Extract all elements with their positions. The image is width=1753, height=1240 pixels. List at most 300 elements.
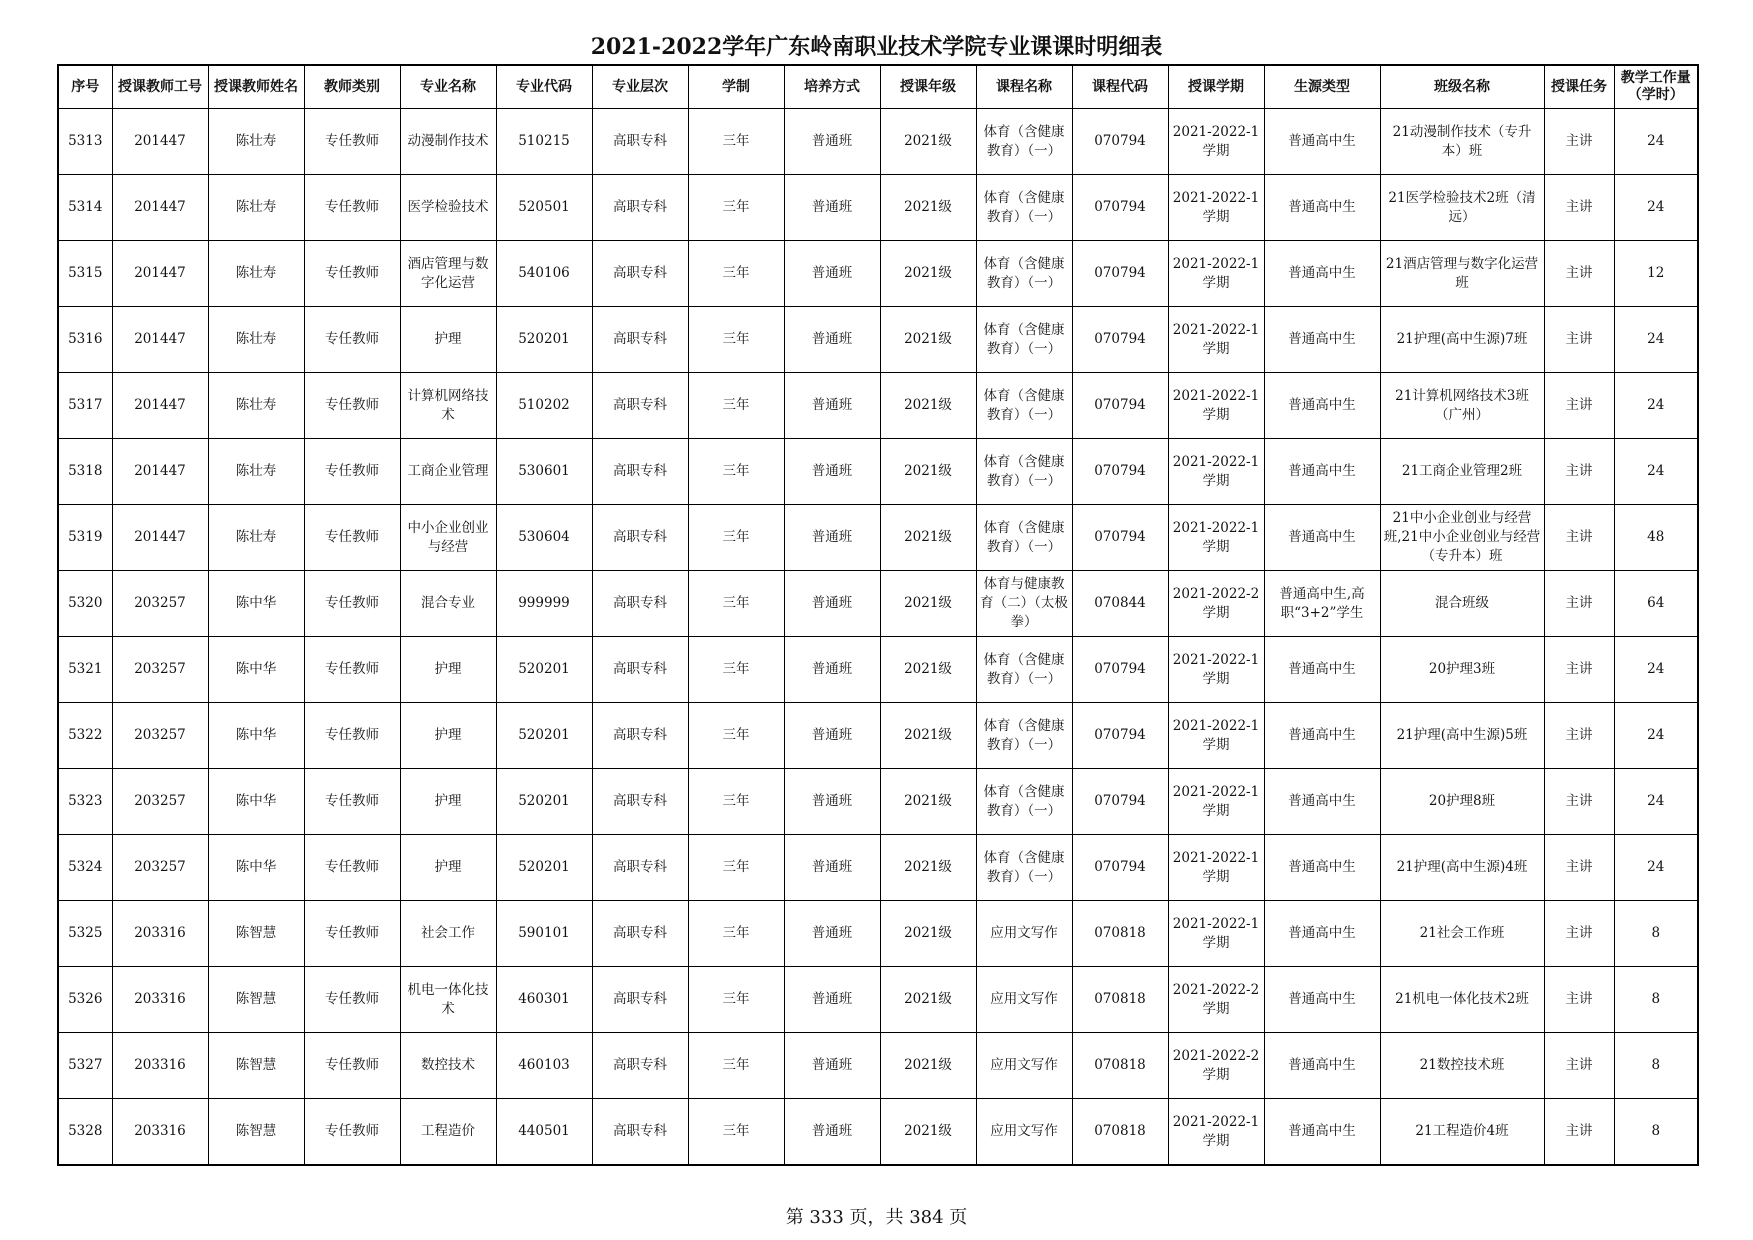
table-row [58, 769, 1698, 835]
table-cell: 主讲 [1544, 571, 1614, 637]
table-row [58, 703, 1698, 769]
table-cell: 8 [1614, 1033, 1698, 1099]
table-cell: 主讲 [1544, 241, 1614, 307]
table-cell: 陈壮寿 [208, 175, 304, 241]
table-body [58, 109, 1698, 1166]
table-cell: 2021-2022-2学期 [1168, 967, 1264, 1033]
table-cell: 2021级 [880, 1033, 976, 1099]
table-cell: 体育（含健康教育）（一） [976, 769, 1072, 835]
table-cell: 21护理(高中生源)4班 [1380, 835, 1544, 901]
table-cell: 体育（含健康教育）（一） [976, 175, 1072, 241]
table-cell: 普通高中生 [1264, 637, 1380, 703]
table-cell: 2021-2022-1学期 [1168, 769, 1264, 835]
table-cell: 普通班 [784, 571, 880, 637]
column-header: 授课学期 [1168, 65, 1264, 109]
table-cell: 三年 [688, 901, 784, 967]
table-cell: 24 [1614, 109, 1698, 175]
table-cell: 5325 [58, 901, 112, 967]
table-cell: 高职专科 [592, 439, 688, 505]
table-row [58, 307, 1698, 373]
table-cell: 201447 [112, 439, 208, 505]
table-cell: 专任教师 [304, 439, 400, 505]
table-cell: 21中小企业创业与经营班,21中小企业创业与经营（专升本）班 [1380, 505, 1544, 571]
table-cell: 高职专科 [592, 835, 688, 901]
table-cell: 070818 [1072, 967, 1168, 1033]
table-cell: 2021-2022-1学期 [1168, 241, 1264, 307]
table-cell: 专任教师 [304, 307, 400, 373]
table-cell: 应用文写作 [976, 901, 1072, 967]
table-row [58, 175, 1698, 241]
table-cell: 陈壮寿 [208, 373, 304, 439]
table-cell: 高职专科 [592, 637, 688, 703]
table-cell: 专任教师 [304, 1099, 400, 1166]
table-row [58, 571, 1698, 637]
table-cell: 21酒店管理与数字化运营班 [1380, 241, 1544, 307]
table-cell: 070794 [1072, 241, 1168, 307]
table-cell: 工商企业管理 [400, 439, 496, 505]
table-cell: 陈中华 [208, 571, 304, 637]
table-row [58, 439, 1698, 505]
table-cell: 2021-2022-1学期 [1168, 175, 1264, 241]
table-cell: 主讲 [1544, 769, 1614, 835]
table-cell: 混合班级 [1380, 571, 1544, 637]
table-cell: 普通班 [784, 901, 880, 967]
table-cell: 体育（含健康教育）（一） [976, 373, 1072, 439]
table-cell: 普通高中生 [1264, 1099, 1380, 1166]
table-row [58, 1099, 1698, 1166]
column-header: 教师类别 [304, 65, 400, 109]
table-cell: 普通班 [784, 373, 880, 439]
table-row [58, 835, 1698, 901]
table-cell: 高职专科 [592, 1033, 688, 1099]
table-row [58, 1033, 1698, 1099]
table-cell: 2021级 [880, 967, 976, 1033]
table-cell: 体育（含健康教育）（一） [976, 637, 1072, 703]
table-cell: 普通高中生 [1264, 439, 1380, 505]
table-cell: 普通班 [784, 1033, 880, 1099]
table-row [58, 901, 1698, 967]
table-cell: 5327 [58, 1033, 112, 1099]
table-cell: 数控技术 [400, 1033, 496, 1099]
table-cell: 主讲 [1544, 373, 1614, 439]
table-cell: 主讲 [1544, 967, 1614, 1033]
table-cell: 2021级 [880, 307, 976, 373]
table-cell: 三年 [688, 769, 784, 835]
table-cell: 普通高中生 [1264, 901, 1380, 967]
table-cell: 2021级 [880, 1099, 976, 1166]
table-cell: 2021级 [880, 373, 976, 439]
table-cell: 5321 [58, 637, 112, 703]
table-cell: 070818 [1072, 1033, 1168, 1099]
table-cell: 应用文写作 [976, 1033, 1072, 1099]
table-cell: 主讲 [1544, 1099, 1614, 1166]
table-cell: 三年 [688, 241, 784, 307]
column-header: 专业名称 [400, 65, 496, 109]
table-cell: 专任教师 [304, 373, 400, 439]
table-cell: 中小企业创业与经营 [400, 505, 496, 571]
table-cell: 2021级 [880, 901, 976, 967]
table-cell: 专任教师 [304, 241, 400, 307]
table-cell: 三年 [688, 175, 784, 241]
table-cell: 体育（含健康教育）（一） [976, 703, 1072, 769]
table-row [58, 373, 1698, 439]
table-cell: 5326 [58, 967, 112, 1033]
table-cell: 专任教师 [304, 835, 400, 901]
table-cell: 陈中华 [208, 835, 304, 901]
table-row [58, 637, 1698, 703]
table-cell: 2021级 [880, 703, 976, 769]
table-cell: 070794 [1072, 109, 1168, 175]
table-cell: 999999 [496, 571, 592, 637]
table-cell: 070794 [1072, 175, 1168, 241]
table-cell: 2021-2022-1学期 [1168, 703, 1264, 769]
column-header: 课程名称 [976, 65, 1072, 109]
table-cell: 体育（含健康教育）（一） [976, 109, 1072, 175]
table-cell: 203316 [112, 1033, 208, 1099]
table-cell: 应用文写作 [976, 1099, 1072, 1166]
table-cell: 5314 [58, 175, 112, 241]
table-cell: 主讲 [1544, 703, 1614, 769]
table-cell: 520201 [496, 769, 592, 835]
table-cell: 三年 [688, 967, 784, 1033]
table-cell: 5316 [58, 307, 112, 373]
table-cell: 体育（含健康教育）（一） [976, 835, 1072, 901]
table-cell: 混合专业 [400, 571, 496, 637]
table-cell: 20护理3班 [1380, 637, 1544, 703]
table-cell: 2021级 [880, 769, 976, 835]
table-cell: 2021-2022-1学期 [1168, 373, 1264, 439]
table-cell: 5317 [58, 373, 112, 439]
table-cell: 201447 [112, 175, 208, 241]
table-cell: 三年 [688, 571, 784, 637]
table-cell: 2021级 [880, 571, 976, 637]
table-cell: 48 [1614, 505, 1698, 571]
table-cell: 动漫制作技术 [400, 109, 496, 175]
table-cell: 24 [1614, 175, 1698, 241]
table-cell: 体育（含健康教育）（一） [976, 505, 1072, 571]
table-cell: 24 [1614, 307, 1698, 373]
table-cell: 普通班 [784, 505, 880, 571]
column-header: 专业代码 [496, 65, 592, 109]
table-cell: 计算机网络技术 [400, 373, 496, 439]
table-cell: 高职专科 [592, 505, 688, 571]
table-cell: 体育（含健康教育）（一） [976, 439, 1072, 505]
table-cell: 520201 [496, 835, 592, 901]
table-cell: 专任教师 [304, 967, 400, 1033]
table-cell: 21动漫制作技术（专升本）班 [1380, 109, 1544, 175]
table-row [58, 241, 1698, 307]
page-title: 2021-2022学年广东岭南职业技术学院专业课课时明细表 [590, 34, 1163, 60]
table-cell: 21工商企业管理2班 [1380, 439, 1544, 505]
table-cell: 普通高中生 [1264, 109, 1380, 175]
table-cell: 203316 [112, 901, 208, 967]
column-header: 授课年级 [880, 65, 976, 109]
table-cell: 510215 [496, 109, 592, 175]
table-cell: 460301 [496, 967, 592, 1033]
table-cell: 21医学检验技术2班（清远） [1380, 175, 1544, 241]
column-header: 学制 [688, 65, 784, 109]
table-cell: 陈壮寿 [208, 505, 304, 571]
table-cell: 201447 [112, 307, 208, 373]
table-cell: 24 [1614, 439, 1698, 505]
table-header-row [58, 65, 1698, 109]
table-cell: 陈智慧 [208, 1033, 304, 1099]
column-header: 序号 [58, 65, 112, 109]
table-cell: 普通班 [784, 769, 880, 835]
table-cell: 070794 [1072, 307, 1168, 373]
table-cell: 21社会工作班 [1380, 901, 1544, 967]
table-cell: 8 [1614, 1099, 1698, 1166]
table-cell: 陈智慧 [208, 967, 304, 1033]
table-cell: 203316 [112, 967, 208, 1033]
table-cell: 203257 [112, 637, 208, 703]
table-cell: 高职专科 [592, 967, 688, 1033]
table-cell: 三年 [688, 373, 784, 439]
table-cell: 24 [1614, 769, 1698, 835]
table-cell: 2021级 [880, 637, 976, 703]
table-cell: 24 [1614, 373, 1698, 439]
table-cell: 护理 [400, 703, 496, 769]
table-cell: 专任教师 [304, 175, 400, 241]
column-header: 生源类型 [1264, 65, 1380, 109]
table-cell: 2021-2022-2学期 [1168, 1033, 1264, 1099]
table-cell: 主讲 [1544, 109, 1614, 175]
table-cell: 高职专科 [592, 241, 688, 307]
table-cell: 酒店管理与数字化运营 [400, 241, 496, 307]
column-header: 授课教师姓名 [208, 65, 304, 109]
table-cell: 5318 [58, 439, 112, 505]
table-cell: 440501 [496, 1099, 592, 1166]
table-cell: 体育与健康教育（二）（太极拳） [976, 571, 1072, 637]
table-cell: 203257 [112, 835, 208, 901]
table-cell: 203257 [112, 703, 208, 769]
table-cell: 070794 [1072, 769, 1168, 835]
table-cell: 530604 [496, 505, 592, 571]
table-cell: 陈壮寿 [208, 439, 304, 505]
table-cell: 24 [1614, 835, 1698, 901]
table-cell: 主讲 [1544, 175, 1614, 241]
table-cell: 普通班 [784, 637, 880, 703]
table-cell: 普通高中生 [1264, 373, 1380, 439]
table-cell: 陈壮寿 [208, 109, 304, 175]
table-cell: 高职专科 [592, 373, 688, 439]
table-cell: 三年 [688, 703, 784, 769]
table-cell: 陈中华 [208, 769, 304, 835]
table-cell: 高职专科 [592, 901, 688, 967]
table-cell: 普通高中生 [1264, 307, 1380, 373]
table-cell: 专任教师 [304, 505, 400, 571]
table-cell: 2021级 [880, 109, 976, 175]
table-cell: 201447 [112, 373, 208, 439]
table-cell: 20护理8班 [1380, 769, 1544, 835]
table-cell: 8 [1614, 967, 1698, 1033]
table-cell: 2021-2022-1学期 [1168, 901, 1264, 967]
table-cell: 21机电一体化技术2班 [1380, 967, 1544, 1033]
table-cell: 三年 [688, 637, 784, 703]
table-cell: 陈智慧 [208, 901, 304, 967]
table-cell: 5323 [58, 769, 112, 835]
table-cell: 普通班 [784, 439, 880, 505]
table-cell: 普通班 [784, 835, 880, 901]
table-cell: 201447 [112, 109, 208, 175]
table-cell: 070844 [1072, 571, 1168, 637]
table-cell: 主讲 [1544, 505, 1614, 571]
table-cell: 主讲 [1544, 307, 1614, 373]
table-cell: 高职专科 [592, 307, 688, 373]
table-cell: 203257 [112, 769, 208, 835]
table-cell: 普通班 [784, 967, 880, 1033]
table-cell: 540106 [496, 241, 592, 307]
table-cell: 三年 [688, 835, 784, 901]
table-cell: 21护理(高中生源)7班 [1380, 307, 1544, 373]
table-cell: 5319 [58, 505, 112, 571]
table-cell: 护理 [400, 769, 496, 835]
table-cell: 高职专科 [592, 109, 688, 175]
table-cell: 主讲 [1544, 637, 1614, 703]
table-cell: 普通班 [784, 175, 880, 241]
table-cell: 201447 [112, 241, 208, 307]
table-cell: 陈壮寿 [208, 241, 304, 307]
table-cell: 体育（含健康教育）（一） [976, 307, 1072, 373]
table-cell: 8 [1614, 901, 1698, 967]
table-cell: 社会工作 [400, 901, 496, 967]
table-cell: 201447 [112, 505, 208, 571]
column-header: 授课教师工号 [112, 65, 208, 109]
table-cell: 2021-2022-1学期 [1168, 109, 1264, 175]
table-cell: 2021-2022-1学期 [1168, 505, 1264, 571]
column-header: 授课任务 [1544, 65, 1614, 109]
table-cell: 2021级 [880, 835, 976, 901]
table-cell: 普通高中生 [1264, 835, 1380, 901]
table-cell: 专任教师 [304, 571, 400, 637]
column-header: 专业层次 [592, 65, 688, 109]
table-cell: 普通高中生 [1264, 505, 1380, 571]
table-cell: 070794 [1072, 637, 1168, 703]
table-cell: 2021-2022-1学期 [1168, 637, 1264, 703]
column-header: 培养方式 [784, 65, 880, 109]
table-cell: 三年 [688, 1099, 784, 1166]
table-cell: 21数控技术班 [1380, 1033, 1544, 1099]
table-cell: 普通高中生,高职“3+2”学生 [1264, 571, 1380, 637]
table-cell: 5313 [58, 109, 112, 175]
table-cell: 2021级 [880, 505, 976, 571]
table-cell: 三年 [688, 109, 784, 175]
table-cell: 主讲 [1544, 835, 1614, 901]
table-cell: 主讲 [1544, 901, 1614, 967]
table-cell: 5322 [58, 703, 112, 769]
table-cell: 普通班 [784, 703, 880, 769]
table-cell: 医学检验技术 [400, 175, 496, 241]
table-cell: 高职专科 [592, 175, 688, 241]
table-cell: 工程造价 [400, 1099, 496, 1166]
table-cell: 高职专科 [592, 1099, 688, 1166]
table-cell: 主讲 [1544, 1033, 1614, 1099]
table-cell: 070818 [1072, 1099, 1168, 1166]
table-cell: 护理 [400, 637, 496, 703]
table-cell: 5315 [58, 241, 112, 307]
table-cell: 070794 [1072, 505, 1168, 571]
table-cell: 460103 [496, 1033, 592, 1099]
table-cell: 070794 [1072, 835, 1168, 901]
table-cell: 12 [1614, 241, 1698, 307]
table-cell: 5320 [58, 571, 112, 637]
table-cell: 普通高中生 [1264, 967, 1380, 1033]
table-cell: 2021级 [880, 439, 976, 505]
table-cell: 普通班 [784, 1099, 880, 1166]
table-cell: 5328 [58, 1099, 112, 1166]
table-cell: 24 [1614, 637, 1698, 703]
table-cell: 普通高中生 [1264, 241, 1380, 307]
table-cell: 070794 [1072, 703, 1168, 769]
table-cell: 2021级 [880, 175, 976, 241]
table-cell: 护理 [400, 835, 496, 901]
table-cell: 070794 [1072, 373, 1168, 439]
table-cell: 专任教师 [304, 637, 400, 703]
table-cell: 普通高中生 [1264, 1033, 1380, 1099]
table-cell: 070818 [1072, 901, 1168, 967]
column-header: 班级名称 [1380, 65, 1544, 109]
table-cell: 专任教师 [304, 1033, 400, 1099]
table-cell: 体育（含健康教育）（一） [976, 241, 1072, 307]
table-cell: 专任教师 [304, 703, 400, 769]
column-header: 教学工作量（学时） [1614, 65, 1698, 109]
table-cell: 陈中华 [208, 703, 304, 769]
table-cell: 专任教师 [304, 109, 400, 175]
table-cell: 普通班 [784, 109, 880, 175]
table-cell: 2021-2022-1学期 [1168, 835, 1264, 901]
table-cell: 三年 [688, 307, 784, 373]
table-cell: 机电一体化技术 [400, 967, 496, 1033]
table-cell: 主讲 [1544, 439, 1614, 505]
table-cell: 530601 [496, 439, 592, 505]
table-cell: 510202 [496, 373, 592, 439]
table-cell: 高职专科 [592, 769, 688, 835]
table-cell: 590101 [496, 901, 592, 967]
table-cell: 陈壮寿 [208, 307, 304, 373]
table-cell: 2021-2022-1学期 [1168, 439, 1264, 505]
page-footer: 第 333 页，共 384 页 [785, 1207, 968, 1228]
table-row [58, 109, 1698, 175]
table-cell: 三年 [688, 439, 784, 505]
table-cell: 520201 [496, 307, 592, 373]
table-cell: 高职专科 [592, 703, 688, 769]
table-cell: 护理 [400, 307, 496, 373]
table-cell: 专任教师 [304, 769, 400, 835]
table-cell: 070794 [1072, 439, 1168, 505]
table-cell: 三年 [688, 505, 784, 571]
table-cell: 203316 [112, 1099, 208, 1166]
table-cell: 21工程造价4班 [1380, 1099, 1544, 1166]
table-cell: 24 [1614, 703, 1698, 769]
table-cell: 高职专科 [592, 571, 688, 637]
table-cell: 520201 [496, 703, 592, 769]
table-cell: 普通高中生 [1264, 769, 1380, 835]
table-cell: 64 [1614, 571, 1698, 637]
table-cell: 203257 [112, 571, 208, 637]
table-cell: 21护理(高中生源)5班 [1380, 703, 1544, 769]
table-cell: 5324 [58, 835, 112, 901]
table-cell: 陈中华 [208, 637, 304, 703]
table-cell: 专任教师 [304, 901, 400, 967]
column-header: 课程代码 [1072, 65, 1168, 109]
table-cell: 应用文写作 [976, 967, 1072, 1033]
table-cell: 2021-2022-1学期 [1168, 307, 1264, 373]
table-cell: 2021级 [880, 241, 976, 307]
table-cell: 520201 [496, 637, 592, 703]
table-cell: 普通班 [784, 241, 880, 307]
course-hours-table [57, 64, 1699, 1166]
table-cell: 普通高中生 [1264, 703, 1380, 769]
